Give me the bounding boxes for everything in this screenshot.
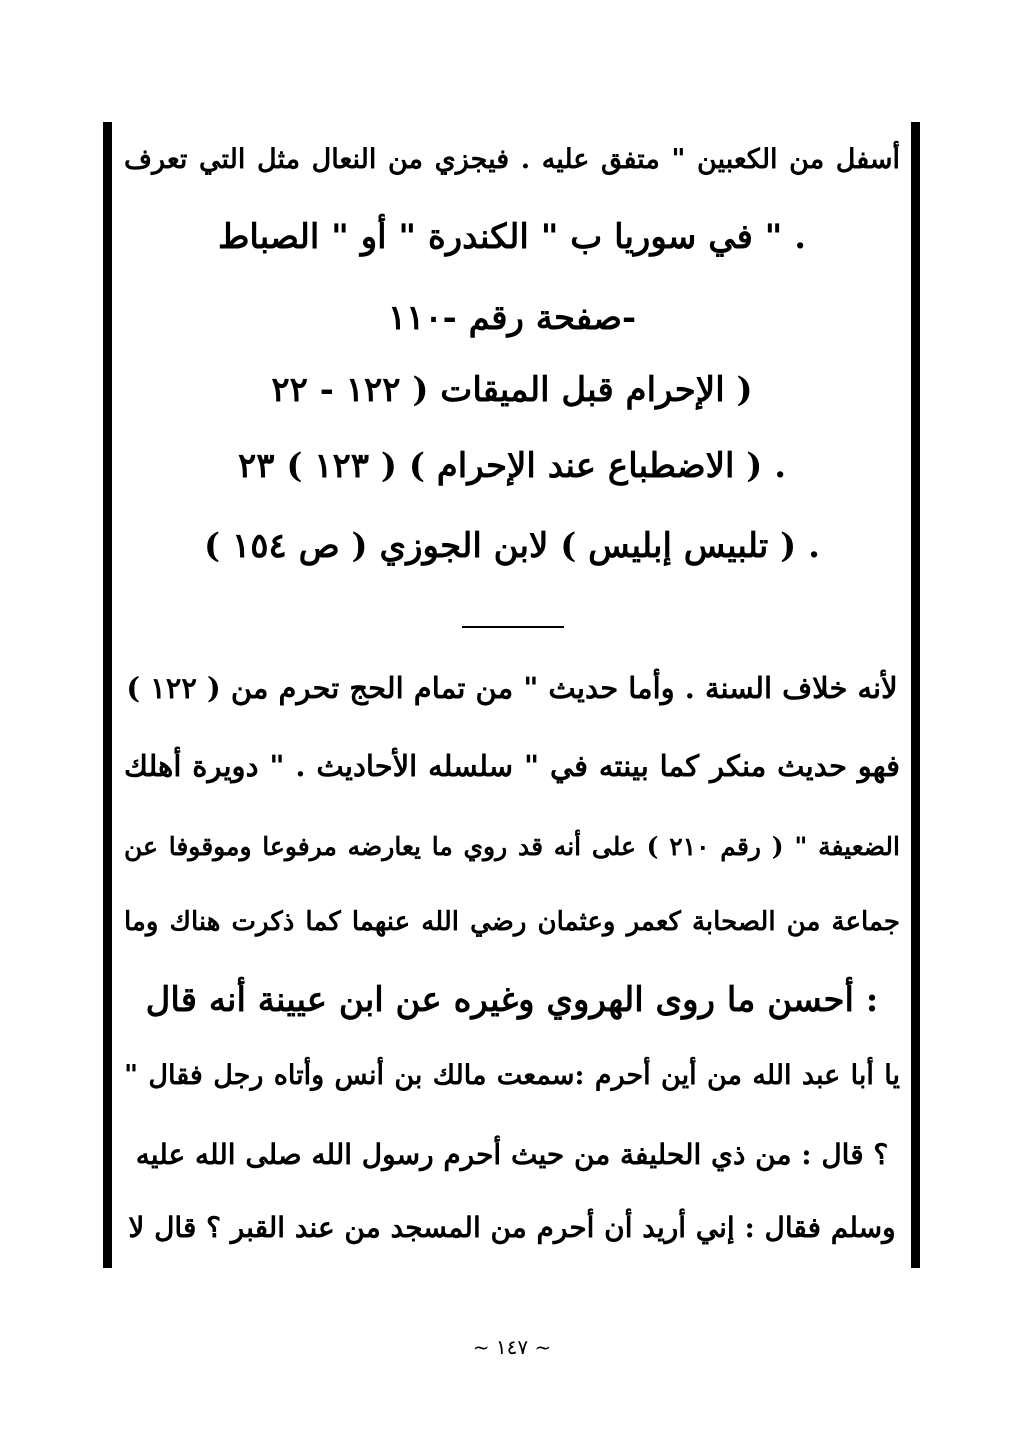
page-content bbox=[124, 0, 900, 1450]
page-number: ~ ١٤٧ ~ bbox=[472, 1335, 552, 1359]
page-border-right bbox=[911, 122, 920, 1268]
body-line: الضعيفة " ( رقم ٢١٠ ) على أنه قد روي ما يعارضه مرفوعا وموقوفا عن bbox=[124, 832, 900, 861]
section-separator bbox=[462, 626, 564, 628]
body-line: وسلم فقال : إني أريد أن أحرم من المسجد من عند القبر ؟ قال لا bbox=[128, 1211, 896, 1244]
page-border-left bbox=[103, 122, 112, 1268]
body-line: يا أبا عبد الله من أين أحرم :سمعت مالك بن أنس وأتاه رجل فقال " bbox=[124, 1060, 900, 1091]
footnote-line: ( الإحرام قبل الميقات ( ١٢٢ - ٢٢ bbox=[271, 370, 753, 410]
body-line: جماعة من الصحابة كعمر وعثمان رضي الله عنهما كما ذكرت هناك وما bbox=[124, 907, 900, 937]
footnote-line: . ( تلبيس إبليس ) لابن الجوزي ( ص ١٥٤ ) bbox=[204, 526, 820, 566]
body-line: لأنه خلاف السنة . وأما حديث " من تمام الحج تحرم من ( ١٢٢ ) bbox=[126, 671, 898, 705]
footnote-line: . ( الاضطباع عند الإحرام ) ( ١٢٣ ) ٢٣ bbox=[237, 446, 787, 486]
footnote-line: أسفل من الكعبين " متفق عليه . فيجزي من النعال مثل التي تعرف bbox=[124, 144, 900, 175]
body-line: ؟ قال : من ذي الحليفة من حيث أحرم رسول الله صلى الله عليه bbox=[135, 1138, 889, 1171]
footnote-line: . " في سوريا ب " الكندرة " أو " الصباط bbox=[217, 217, 807, 257]
body-line: فهو حديث منكر كما بينته في " سلسله الأحاديث . " دويرة أهلك bbox=[124, 749, 900, 783]
footnote-line: -صفحة رقم -١١٠ bbox=[387, 298, 637, 338]
body-line: : أحسن ما روى الهروي وغيره عن ابن عيينة أنه قال bbox=[145, 980, 879, 1020]
